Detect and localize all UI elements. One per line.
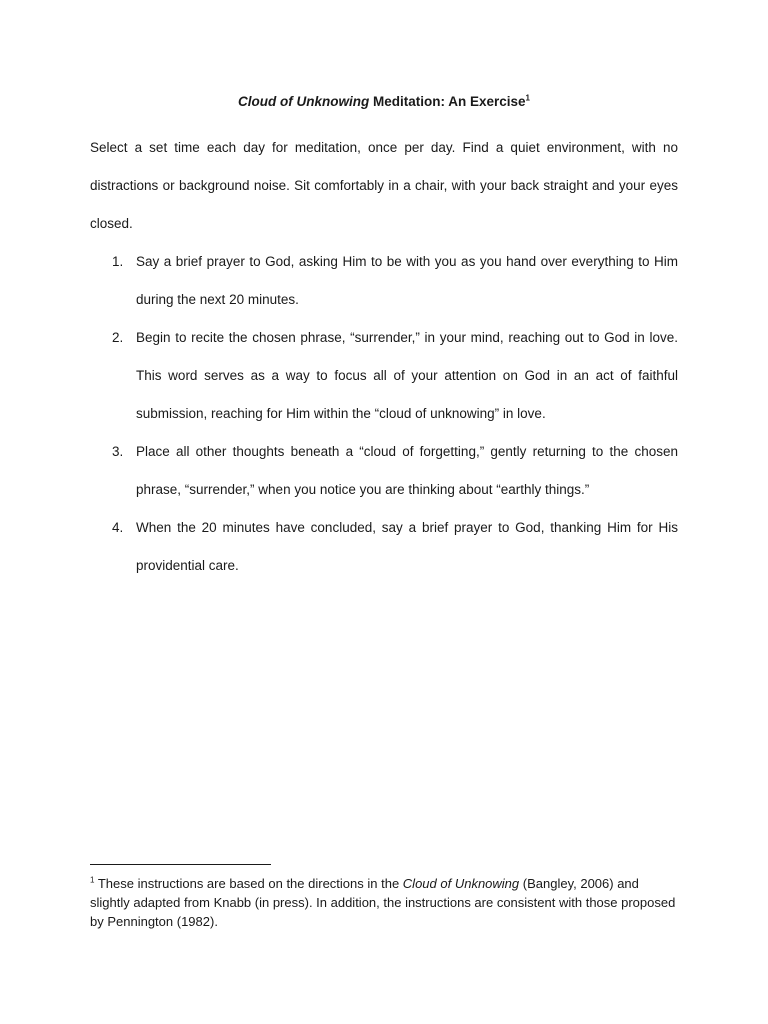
footnote-separator — [90, 864, 271, 865]
step-text: Begin to recite the chosen phrase, “surrender,” in your mind, reaching out to God in love. This word serves as a way to focus all of your attention on God in an act of faithful submission, reaching for Him within the “cloud of unknowing” in love. — [136, 330, 678, 421]
footnote-text-after: (Bangley, 2006) and slightly adapted from Knabb (in press). In addition, the instructions are consistent with those proposed by Pennington (1982). — [90, 876, 676, 929]
list-item — [90, 433, 678, 509]
title-footnote-mark: 1 — [525, 93, 530, 103]
step-text: Place all other thoughts beneath a “cloud of forgetting,” gently returning to the chosen phrase, “surrender,” when you notice you are thinking about “earthly things.” — [136, 444, 678, 497]
step-text: Say a brief prayer to God, asking Him to be with you as you hand over everything to Him during the next 20 minutes. — [136, 254, 678, 307]
step-number: 1. — [112, 254, 124, 269]
step-number: 4. — [112, 520, 124, 535]
footnote-text-before: These instructions are based on the directions in the — [94, 876, 403, 891]
step-number: 2. — [112, 330, 124, 345]
footnote-mark: 1 — [90, 875, 95, 885]
list-item — [90, 319, 678, 433]
list-item — [90, 509, 678, 585]
list-item — [90, 243, 678, 319]
title-italic-part: Cloud of Unknowing — [238, 94, 370, 109]
intro-paragraph: Select a set time each day for meditation, once per day. Find a quiet environment, with no distractions or background noise. Sit comfortably in a chair, with your back straight and your eyes closed. — [90, 140, 678, 231]
document-title — [90, 93, 678, 111]
footnote-italic-part: Cloud of Unknowing — [402, 876, 520, 891]
step-text: When the 20 minutes have concluded, say a brief prayer to God, thanking Him for His providential care. — [136, 520, 678, 573]
title-rest: Meditation: An Exercise — [369, 94, 526, 109]
footnote — [90, 874, 680, 931]
steps-list — [90, 243, 678, 585]
step-number: 3. — [112, 444, 124, 459]
